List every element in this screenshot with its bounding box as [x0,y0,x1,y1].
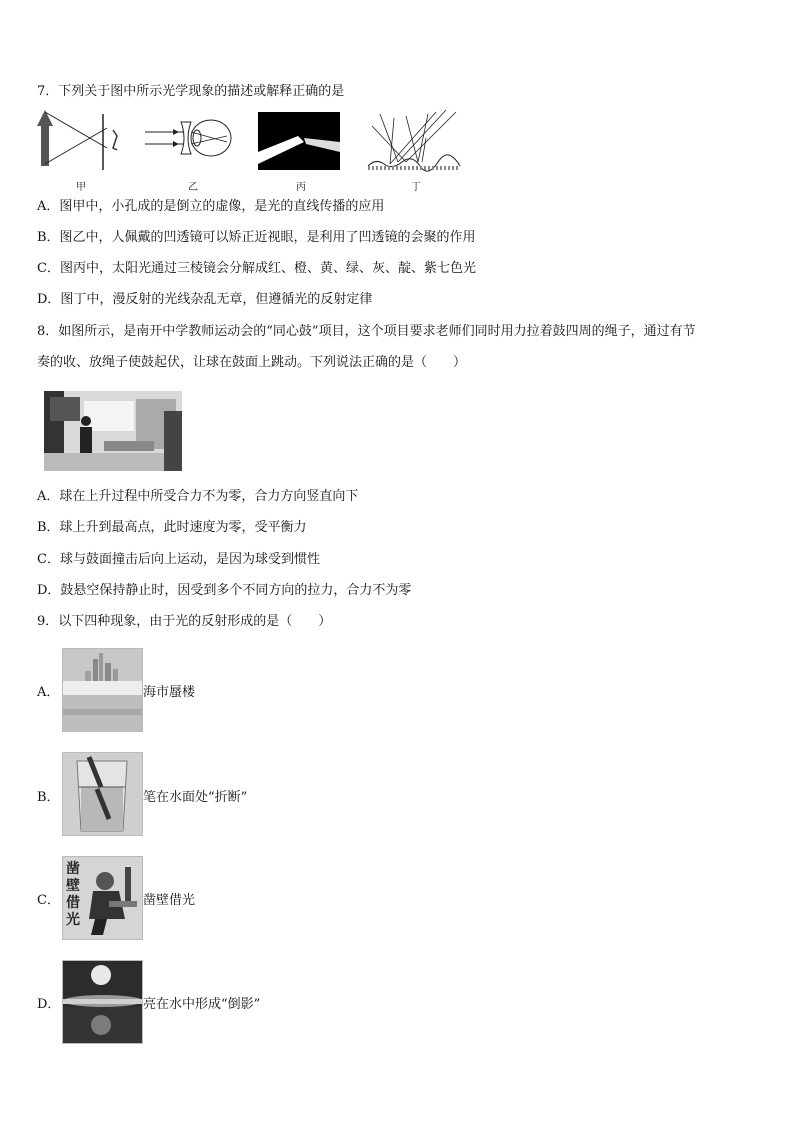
caption-bing: 丙 [296,182,306,193]
caption-yi: 乙 [188,182,198,193]
q7-option-d: D．图丁中，漫反射的光线杂乱无章，但遵循光的反射定律 [37,292,373,307]
figure-drum-photo [44,391,182,471]
q8-option-c: C．球与鼓面撞击后向上运动，是因为球受到惯性 [37,552,320,567]
q9-option-b-letter: B． [37,790,60,805]
picture-char-3: 借 [66,895,80,911]
moon-reflection-photo [62,960,143,1044]
q9-option-c-letter: C． [37,893,60,908]
pencil-in-water-photo [62,752,143,836]
q9-stem: 9．以下四种现象，由于光的反射形成的是（ ） [37,614,332,629]
zaobi-jieguang-photo [62,856,143,940]
picture-char-1: 凿 [66,861,80,877]
q7-option-c: C．图丙中，太阳光通过三棱镜会分解成红、橙、黄、绿、灰、靛、紫七色光 [37,261,476,276]
figure-jia-pinhole [37,108,125,174]
q8-option-b: B．球上升到最高点，此时速度为零，受平衡力 [37,520,307,535]
mirage-photo [62,648,143,732]
figure-yi-eye [143,112,235,168]
q9-option-a-text: 海市蜃楼 [143,685,196,700]
figure-ding-diffuse-reflection [366,108,462,174]
figure-bing-prism [258,112,340,170]
q8-stem-line2: 奏的收、放绳子使鼓起伏，让球在鼓面上跳动。下列说法正确的是（ ） [37,355,467,370]
picture-char-2: 壁 [66,878,80,894]
q7-option-b: B．图乙中，人佩戴的凹透镜可以矫正近视眼，是利用了凹透镜的会聚的作用 [37,230,476,245]
caption-ding: 丁 [411,182,421,193]
q7-stem: 7．下列关于图中所示光学现象的描述或解释正确的是 [37,84,345,99]
q9-option-d-letter: D． [37,997,61,1012]
q9-option-b-text: 笔在水面处“折断” [143,790,248,805]
q9-option-d-text: 亮在水中形成“倒影” [143,997,261,1012]
picture-char-4: 光 [66,912,80,928]
q8-stem-line1: 8．如图所示，是南开中学教师运动会的“同心鼓”项目，这个项目要求老师们同时用力拉着鼓四周的绳子，通过有节 [37,324,696,339]
q9-option-c-text: 凿壁借光 [143,893,196,908]
q9-option-a-letter: A． [37,685,60,700]
caption-jia: 甲 [76,182,86,193]
q7-option-a: A．图甲中，小孔成的是倒立的虚像，是光的直线传播的应用 [37,199,385,214]
q8-option-a: A．球在上升过程中所受合力不为零，合力方向竖直向下 [37,489,359,504]
q8-option-d: D．鼓悬空保持静止时，因受到多个不同方向的拉力，合力不为零 [37,583,412,598]
